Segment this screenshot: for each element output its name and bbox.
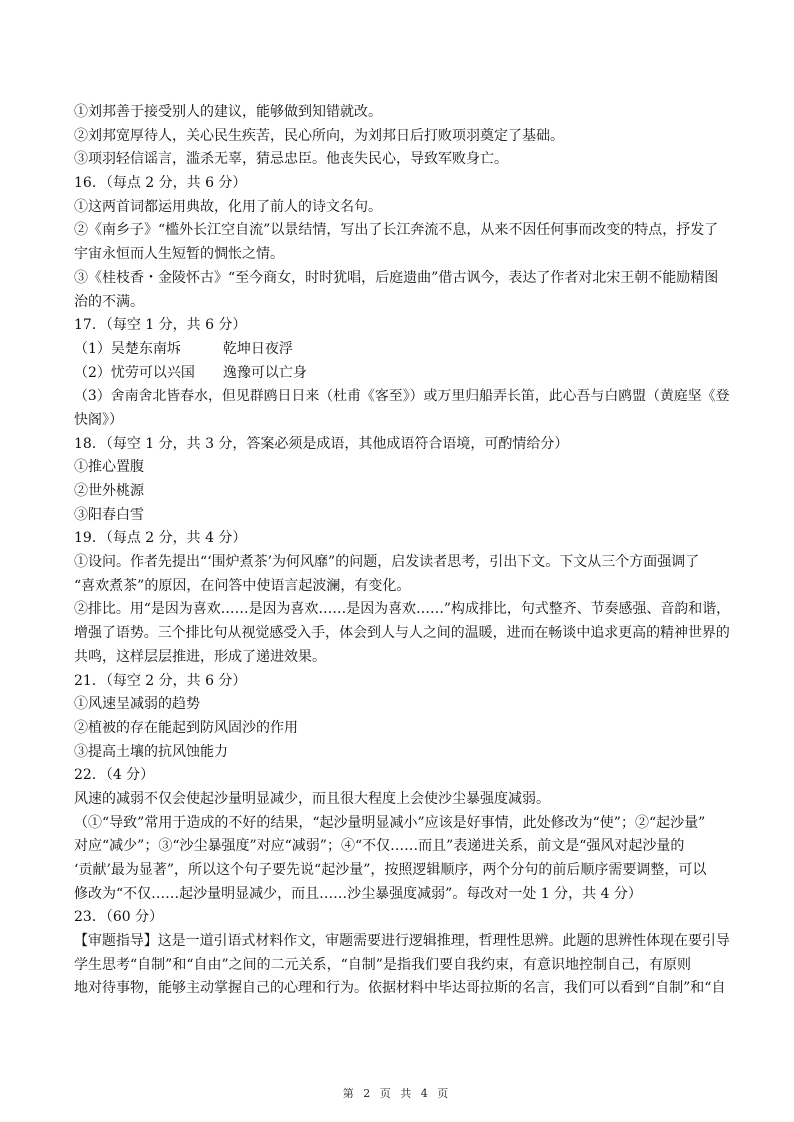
text-line: （3）舍南舍北皆春水，但见群鸥日日来（杜甫《客至》）或万里归船弄长笛，此心吾与白鸥盟（黄庭坚《登 bbox=[74, 388, 730, 405]
question-heading: 23．（60 分） bbox=[74, 909, 164, 926]
text-line: 治的不满。 bbox=[74, 293, 144, 310]
answer-key-page bbox=[74, 101, 730, 1001]
text-line: 对应“减少”；③“沙尘暴强度”对应“减弱”；④“不仅……而且”表递进关系，前文是“强风对起沙量的 bbox=[74, 838, 685, 855]
text-line: ①这两首词都运用典故，化用了前人的诗文名句。 bbox=[74, 198, 382, 215]
question-heading: 18．（每空 1 分，共 3 分，答案必须是成语，其他成语符合语境，可酌情给分） bbox=[74, 435, 569, 452]
question-heading: 19．（每点 2 分，共 4 分） bbox=[74, 530, 247, 547]
question-heading: 22．（4 分） bbox=[74, 767, 155, 784]
text-line: ②刘邦宽厚待人，关心民生疾苦，民心所向，为刘邦日后打败项羽奠定了基础。 bbox=[74, 127, 564, 144]
text-line: 地对待事物，能够主动掌握自己的心理和行为。依据材料中毕达哥拉斯的名言，我们可以看到“自制”和“自 bbox=[74, 980, 726, 997]
text-line: 快阁》） bbox=[74, 411, 123, 428]
text-line: 修改为“不仅……起沙量明显减少，而且……沙尘暴强度减弱”。每改对一处 1 分，共 4 分） bbox=[74, 885, 642, 902]
text-line: ③《桂枝香・金陵怀古》“至今商女，时时犹唱，后庭遗曲”借古讽今，表达了作者对北宋王朝不能励精图 bbox=[74, 269, 719, 286]
text-line: （2）忧劳可以兴国 逸豫可以亡身 bbox=[74, 364, 307, 381]
text-line: ①风速呈减弱的趋势 bbox=[74, 696, 200, 713]
text-line: （1）吴楚东南坼 乾坤日夜浮 bbox=[74, 340, 293, 357]
text-line: 宇宙永恒而人生短暂的惆怅之情。 bbox=[74, 246, 284, 263]
text-line: “喜欢煮茶”的原因，在问答中使语言起波澜，有变化。 bbox=[74, 577, 411, 594]
text-line: ②排比。用“是因为喜欢……是因为喜欢……是因为喜欢……”构成排比，句式整齐、节奏感强、音韵和谐， bbox=[74, 601, 731, 618]
text-line: 【审题指导】这是一道引语式材料作文，审题需要进行逻辑推理，哲理性思辨。此题的思辨性体现在要引导 bbox=[74, 933, 730, 950]
text-line: ②《南乡子》“槛外长江空自流”以景结情，写出了长江奔流不息，从来不因任何事而改变的特点，抒发了 bbox=[74, 222, 719, 239]
text-line: ①推心置腹 bbox=[74, 459, 144, 476]
text-line: 学生思考“自制”和“自由”之间的二元关系，“自制”是指我们要自我约束，有意识地控制自己，有原则 bbox=[74, 956, 691, 973]
page-number-footer: 第 2 页 共 4 页 bbox=[342, 1087, 452, 1100]
text-line: ③阳春白雪 bbox=[74, 506, 144, 523]
text-line: 增强了语势。三个排比句从视觉感受入手，体会到人与人之间的温暖，进而在畅谈中追求更高的精神世界的 bbox=[74, 625, 730, 642]
text-line: ①刘邦善于接受别人的建议，能够做到知错就改。 bbox=[74, 104, 382, 120]
text-line: ③项羽轻信谣言，滥杀无辜，猜忌忠臣。他丧失民心，导致军败身亡。 bbox=[74, 151, 508, 168]
text-line: ①设问。作者先提出“‘围炉煮茶’为何风靡”的问题，启发读者思考，引出下文。下文从三个方面强调了 bbox=[74, 554, 700, 571]
text-line: ②世外桃源 bbox=[74, 483, 144, 499]
text-line: ③提高土壤的抗风蚀能力 bbox=[74, 743, 228, 760]
question-heading: 17．（每空 1 分，共 6 分） bbox=[74, 317, 247, 334]
question-heading: 16．（每点 2 分，共 6 分） bbox=[74, 175, 247, 192]
text-line: 共鸣，这样层层推进，形成了递进效果。 bbox=[74, 648, 326, 665]
text-line: 风速的减弱不仅会使起沙量明显减少，而且很大程度上会使沙尘暴强度减弱。 bbox=[74, 790, 550, 807]
text-line: ‘贡献’最为显著”，所以这个句子要先说“起沙量”，按照逻辑顺序，两个分句的前后顺序需要调整，可以 bbox=[74, 862, 707, 878]
text-line: ②植被的存在能起到防风固沙的作用 bbox=[74, 719, 298, 736]
text-line: （①“导致”常用于造成的不好的结果，“起沙量明显减小”应该是好事情，此处修改为“使”；②“起沙量” bbox=[74, 814, 706, 831]
question-heading: 21．（每空 2 分，共 6 分） bbox=[74, 672, 247, 689]
